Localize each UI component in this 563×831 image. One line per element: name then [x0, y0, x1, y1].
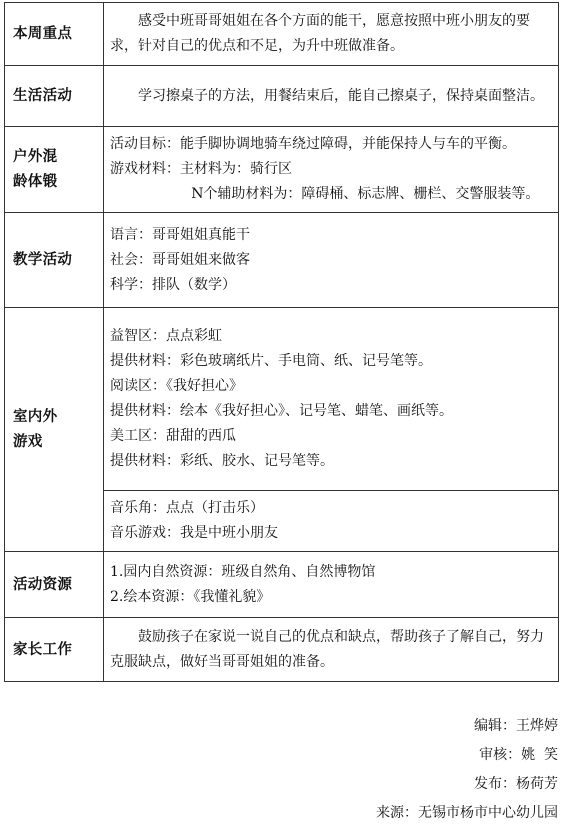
games-label-line2: 游戏 [13, 433, 43, 450]
game-material: 提供材料：绘本《我好担心》、记号笔、蜡笔、画纸等。 [110, 403, 453, 419]
resource-item: 2.绘本资源：《我懂礼貌》 [110, 588, 271, 605]
games-label [5, 308, 104, 552]
game-material: 提供材料：彩色玻璃纸片、手电筒、纸、记号笔等。 [110, 353, 432, 369]
row-outdoor-exercise [5, 127, 559, 213]
teaching-activity-label: 教学活动 [5, 213, 104, 308]
games-label-line1: 室内外 [13, 408, 58, 425]
row-games-block1 [5, 308, 559, 491]
outdoor-label-line1: 户外混 [13, 148, 58, 165]
row-teaching-activity [5, 213, 559, 308]
reviewer-credit: 审核：姚 笑 [479, 747, 558, 763]
game-material: 提供材料：彩纸、胶水、记号笔等。 [110, 453, 334, 469]
game-area: 益智区：点点彩虹 [110, 328, 222, 344]
row-weekly-focus [5, 3, 559, 66]
weekly-plan-table [4, 2, 559, 682]
life-activity-label: 生活活动 [5, 66, 104, 127]
resource-item: 1.园内自然资源：班级自然角、自然博物馆 [110, 563, 376, 580]
row-parent-work [5, 618, 559, 682]
row-life-activity [5, 66, 559, 127]
parent-work-label: 家长工作 [5, 618, 104, 682]
outdoor-goal: 活动目标：能手脚协调地骑车绕过障碍，并能保持人与车的平衡。 [110, 136, 516, 152]
music-corner: 音乐角：点点（打击乐） [110, 500, 264, 516]
publisher-credit: 发布：杨荷芳 [474, 776, 558, 792]
life-activity-text: 学习擦桌子的方法，用餐结束后，能自己擦桌子，保持桌面整洁。 [138, 87, 544, 104]
outdoor-label-line2: 龄体锻 [13, 173, 58, 190]
outdoor-material-aux: N个辅助材料为：障碍桶、标志牌、栅栏、交警服装等。 [191, 186, 540, 202]
editor-credit: 编辑：王烨婷 [474, 718, 558, 734]
publication-credits [376, 712, 558, 828]
weekly-focus-text: 感受中班哥哥姐姐在各个方面的能干，愿意按照中班小朋友的要求，针对自己的优点和不足，为升中班做准备。 [110, 13, 530, 54]
outdoor-material-main: 游戏材料：主材料为：骑行区 [110, 161, 292, 177]
game-area: 美工区：甜甜的西瓜 [110, 428, 236, 444]
row-resources [5, 552, 559, 618]
source-credit: 来源：无锡市杨市中心幼儿园 [376, 805, 558, 821]
teaching-item: 社会：哥哥姐姐来做客 [110, 251, 250, 268]
outdoor-exercise-label [5, 127, 104, 213]
parent-work-text: 鼓励孩子在家说一说自己的优点和缺点，帮助孩子了解自己，努力克服缺点，做好当哥哥姐姐的准备。 [110, 628, 544, 670]
resources-label: 活动资源 [5, 552, 104, 618]
music-game: 音乐游戏：我是中班小朋友 [110, 525, 278, 541]
game-area: 阅读区：《我好担心》 [110, 378, 243, 394]
teaching-item: 科学：排队（数学） [110, 276, 236, 293]
teaching-item: 语言：哥哥姐姐真能干 [110, 226, 250, 243]
weekly-focus-label: 本周重点 [5, 3, 104, 66]
